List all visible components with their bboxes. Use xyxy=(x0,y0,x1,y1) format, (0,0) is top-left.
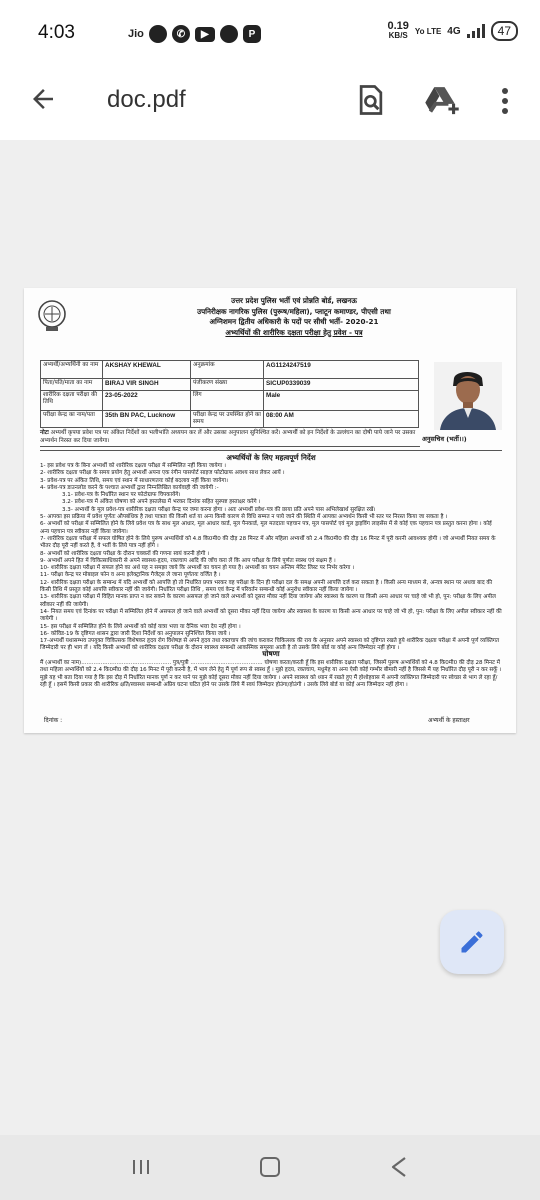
instructions-list xyxy=(40,463,502,653)
instruction-item: 6- अभ्यर्थी को परीक्षा में सम्मिलित होने के लिये प्रवेश पत्र के साथ मूल आधार, मूल आधार कार्ड, मूल पैनकार्ड, मूल मतदाता पहचान पत्र, मूल पासपोर्ट एवं मूल ड्राइविंग लाइसेंस में से कोई एक पहचान पत्र प्रस्तुत करना होगा । कोई अन्य पहचान पत्र स्वीकार नहीं किया जायेगा। xyxy=(40,521,492,535)
back-icon[interactable] xyxy=(390,1156,408,1178)
instruction-item: 5- आपका इस प्रक्रिया में प्रवेश पूर्णतः औपबंधिक है तथा पात्रता की किसी शर्त या अन्य किसी कारण से विधि सम्मत न पाये जाने की स्थिति में आपका अभ्यर्थन किसी भी स्तर पर निरस्त किया जा सकता है । xyxy=(40,514,448,521)
instruction-item: 11- परीक्षा केन्द्र पर मोबाइल फोन व अन्य इलेक्ट्रानिक गैजेट्स ले जाना पूर्णतयः वर्जित है । xyxy=(40,572,221,579)
instruction-item: 10- शारीरिक दक्षता परीक्षा में सफल होने का अर्थ यह न समझा जाये कि अभ्यर्थी का चयन हो गया है। अभ्यर्थी का चयन अन्तिम मेरिट लिस्ट पर निर्भर करेगा । xyxy=(40,565,355,572)
battery-icon: 47 xyxy=(491,21,518,41)
instruction-item: 12- शारीरिक दक्षता परीक्षा के सम्बन्ध में यदि अभ्यर्थी को आपत्ति हो तो निर्धारित प्रपत्र भरकर वह परीक्षा के दिन ही परीक्षा दल के समक्ष अपनी आपत्ति दर्ज करा सकता है । किसी अन्य माध्यम से, अन्यत्र स्थान पर अथवा बाद की किसी तिथि में प्रस्तुत कोई आपत्ति स्वीकार नहीं की जायेगी। निर्धारित परीक्षा तिथि , समय एवं केन्द्र में परिवर्तन सम्बन्धी कोई अनुरोध स्वीकार नहीं किया जायेगा । xyxy=(40,579,493,594)
edit-fab-button[interactable] xyxy=(440,910,504,974)
name-label: अभ्यर्थी/अभ्यर्थिनी का नाम xyxy=(41,361,103,379)
header-line: उत्तर प्रदेश पुलिस भर्ती एवं प्रोन्नति बोर्ड, लखनऊ xyxy=(231,296,357,305)
reporting-time-label: परीक्षा केन्द्र पर उपस्थित होने का समय xyxy=(191,411,264,428)
status-notification-icons xyxy=(128,25,261,43)
date-label: दिनांक : xyxy=(44,717,63,724)
roll-value: AG1124247519 xyxy=(264,361,419,379)
table-row xyxy=(41,361,419,379)
header-line: अभ्यर्थियों की शारीरिक दक्षता परीक्षा हेतु प्रवेश - पत्र xyxy=(225,327,363,337)
instruction-subitem: 3.3- अभ्यर्थी के मूल प्रवेश-पत्र शारीरिक दक्षता परीक्षा केन्द्र पर जमा करना होगा । अतः अभ्यर्थी प्रवेश-पत्र की छाया प्रति अपने पास अभिलेखार्थ सुरक्षित रखें। xyxy=(62,506,376,513)
net-speed-unit: KB/S xyxy=(388,31,408,40)
table-row xyxy=(41,391,419,411)
drive-add-icon[interactable] xyxy=(424,84,460,116)
reporting-time-value: 08:00 AM xyxy=(264,411,419,428)
instruction-item: 2- शारीरिक दक्षता परीक्षा के समय प्रयोग हेतु अभ्यर्थी अपना एक रंगीन पासपोर्ट साइज फोटोग्राफ अवश्य साथ लेकर आयें । xyxy=(40,470,285,477)
instruction-item: 13- शारीरिक दक्षता परीक्षा में विहित मानक प्राप्त न कर सकने के कारण असफल हो जाने वाले अभ्यर्थी को दूसरा मौका नहीं दिया जायेगा और स्वास्थ्य के कारण या किसी अन्य आधार पर चाहे जो भी हो, पुन: परीक्षा के लिए अपील स्वीकार नहीं की जायेगी। xyxy=(40,594,496,608)
parent-label: पिता/पति/माता का नाम xyxy=(41,379,103,391)
chrome-icon xyxy=(220,25,238,43)
volte-icon: Yo LTE xyxy=(414,26,442,36)
instruction-item: 16- कोविड-19 के दृष्टिगत शासन द्वारा जारी दिशा निर्देशों का अनुपालन सुनिश्चित किया जाये । xyxy=(40,630,231,637)
table-row xyxy=(41,411,419,428)
registration-value: SICUP0339039 xyxy=(264,379,419,391)
header-line: उपनिरीक्षक नागरिक पुलिस (पुरूष/महिला), प्लाटून कमाण्डर, पीएसी तथा xyxy=(197,306,391,316)
phonepe-icon: P xyxy=(243,25,261,43)
instruction-item: 17-अभ्यर्थी यथासम्भव उपयुक्त चिकित्सक विशेषकर हृदय रोग विशेषज्ञ से अपने हृदय तथा रक्तचाप की जांच कराकर चिकित्सक की राय के अनुसार अपने स्वास्थ्य को दृष्टिगत रखते हुये शारीरिक दक्षता परीक्षा में अपनी पूर्ण व्यक्तिगत जिम्मेदारी पर ही भाग लें । यदि किसी अभ्यर्थी को शारीरिक दक्षता परीक्षा के दौरान स्वास्थ्य सम्बन्धी आकस्मिक समस्या आती है तो उसके लिये बोर्ड या कोई अन्य जिम्मेदार नहीं होगा । xyxy=(40,638,500,652)
centre-label: परीक्षा केन्द्र का नाम/पता xyxy=(41,411,103,428)
status-time: 4:03 xyxy=(38,22,75,43)
declaration-heading: घोषणा xyxy=(262,649,280,658)
category-label: अनुसचिव (भर्ती।।) xyxy=(422,435,467,443)
gender-value: Male xyxy=(264,391,419,411)
note-text: अभ्यर्थी कृपया प्रवेश पत्र पर अंकित निर्देशों का भलीभांति अध्ययन कर लें और उसका अनुपालन सुनिश्चित करें। अभ्यर्थी को इन निर्देशों के उल्लंघन का दोषी पाये जाने पर उसका अभ्यर्थन निरस्त कर दिया जायेगा। xyxy=(40,430,416,444)
instructions-heading: अभ्यर्थियों के लिए महत्वपूर्ण निर्देश xyxy=(40,450,502,463)
roll-label: अनुक्रमांक xyxy=(191,361,264,379)
document-header xyxy=(144,296,444,338)
document-title: doc.pdf xyxy=(107,86,186,113)
gender-label: लिंग xyxy=(191,391,264,411)
home-icon[interactable] xyxy=(260,1157,280,1177)
instruction-item: 4- प्रवेश-पत्र डाउनलोड करने के पश्चात अभ्यर्थी द्वारा निम्नलिखित कार्यवाही की जायेगी :- xyxy=(40,484,219,491)
instruction-item: 3- प्रवेश-पत्र पर अंकित तिथि, समय एवं स्थान में साधारणतयः कोई बदलाव नहीं किया जायेगा। xyxy=(40,477,229,484)
declaration-text: मैं (अभ्यर्थी का नाम)................................................... पुत्र/पुत्री ......................................... घोषणा करता/करती हूँ कि इस शारीरिक दक्षता परीक्षा, जिसमें पुरूष अभ्यर्थियों को 4.8 कि0मी0 की दौड़ 28 मिनट में तथा महिला अभ्यर्थियों को 2.4 कि0मी0 की दौड़ 16 मिनट में पूरी करनी है, में भाग लेने हेतु मैं पूर्ण रूप से स्वस्थ हूँ । मुझे हृदय, रक्तचाप, मधुमेह या अन्य ऐसी कोई गम्भीर बीमारी नहीं है जिससे मैं यह निर्धारित दौड़ पूरी न कर सकूँ । मुझे यह भी बता दिया गया है कि इस दौड़ में निर्धारित मानक पूर्ण न कर पाने पर मुझे कोई दूसरा मौका नहीं दिया जायेगा । अपने स्वास्थ्य को ध्यान में रखते हुए मैं होशोहवास में अपनी व्यक्तिगत जिम्मेदारी पर स्वेच्छा से भाग ले रहा हूँ/रही हूँ । इसमें किसी प्रकार की शारीरिक क्षति/स्वास्थ्य सम्बन्धी अप्रिय घटना घटित होने पर उसके लिये मैं स्वयं जिम्मेदार होउंगा/होउंगी । उसके लिये बोर्ड या कोई अन्य जिम्मेदार नहीं होगा । xyxy=(40,660,502,688)
signal-icon xyxy=(467,24,485,38)
candidate-photo xyxy=(434,362,502,430)
recents-icon[interactable] xyxy=(131,1157,151,1177)
instruction-item: 1- इस प्रवेश पत्र के बिना अभ्यर्थी को शारीरिक दक्षता परीक्षा में सम्मिलित नहीं किया जायेगा । xyxy=(40,463,227,469)
jio-icon: Jio xyxy=(128,28,144,40)
note-lead: नोटः xyxy=(40,430,49,436)
pdf-page[interactable] xyxy=(24,288,516,733)
instruction-item: 15- इस परीक्षा में सम्मिलित होने के लिये अभ्यर्थी को कोई यात्रा भत्ता या दैनिक भत्ता देय नहीं होगा । xyxy=(40,623,241,630)
signature-label: अभ्यर्थी के हस्ताक्षर xyxy=(428,717,470,724)
pdf-viewer[interactable] xyxy=(0,140,540,1135)
more-vert-icon[interactable] xyxy=(498,86,512,116)
test-date-value: 23-05-2022 xyxy=(103,391,191,411)
back-arrow-icon[interactable] xyxy=(28,84,58,114)
instruction-item: 7- शारीरिक दक्षता परीक्षा में सफल घोषित होने के लिये पुरूष अभ्यर्थियों को 4.8 कि0मी0 की दौड़ 28 मिनट में और महिला अभ्यर्थी को 2.4 कि0मी0 की दौड़ 16 मिनट में पूरी करनी आवश्यक होगी । जो अभ्यर्थी नियत समय के भीतर दौड़ पूरी नहीं करते हैं, वे भर्ती के लिये पात्र नहीं होंगे । xyxy=(40,535,496,550)
name-value: AKSHAY KHEWAL xyxy=(103,361,191,379)
instruction-subitem: 3.1- प्रवेश-पत्र के निर्धारित स्थान पर फोटोग्राफ चिपकायेंगे। xyxy=(62,492,181,499)
test-date-label: शारीरिक दक्षता परीक्षा की तिथि xyxy=(41,391,103,411)
phone-icon: ✆ xyxy=(172,25,190,43)
search-document-icon[interactable] xyxy=(356,84,386,116)
table-row xyxy=(41,379,419,391)
candidate-info-table xyxy=(40,360,419,428)
messages-icon xyxy=(149,25,167,43)
header-line: अग्निशमन द्वितीय अधिकारी के पदों पर सीधी भर्ती- 2020-21 xyxy=(209,317,379,326)
network-type: 4G xyxy=(447,25,461,37)
app-bar xyxy=(0,64,540,140)
instruction-item: 14- नियत समय एवं दिनांक पर परीक्षा में सम्मिलित होने में असफल हो जाने वाले अभ्यर्थी को दूसरा मौका नहीं दिया जायेगा और स्वास्थ्य के कारण या किसी अन्य आधार पर चाहे जो भी हो, पुन: परीक्षा के लिए अपील स्वीकार नहीं की जायेगी । xyxy=(40,608,502,623)
instruction-item: 9- अभ्यर्थी अपने हित में चिकित्साधिकारी से अपने स्वास्थ्य-हृदय, रक्तचाप आदि की जाँच करा लें कि आप परीक्षा के लिये पूर्णतः स्वस्थ एवं सक्षम हैं । xyxy=(40,557,336,564)
parent-value: BIRAJ VIR SINGH xyxy=(103,379,191,391)
status-system-icons xyxy=(388,21,519,41)
centre-value: 35th BN PAC, Lucknow xyxy=(103,411,191,428)
net-speed-value: 0.19 xyxy=(387,20,409,32)
edit-pencil-icon xyxy=(458,928,486,956)
registration-label: पंजीकरण संख्या xyxy=(191,379,264,391)
note xyxy=(40,430,420,447)
instruction-subitem: 3.2- प्रवेश-पत्र में अंकित घोषणा को अपने हस्तलेख में भरकर दिनांक सहित सुस्पष्ट हस्ताक्षर करेंगे । xyxy=(62,499,261,506)
youtube-icon: ▶ xyxy=(195,27,215,42)
status-bar xyxy=(0,0,540,64)
navigation-bar xyxy=(0,1135,540,1200)
emblem-logo xyxy=(37,298,67,332)
instruction-item: 8- अभ्यर्थी को शारीरिक दक्षता परीक्षा के दौरान चक्करों की गणना स्वयं करनी होगी । xyxy=(40,550,210,557)
net-speed xyxy=(388,21,409,41)
